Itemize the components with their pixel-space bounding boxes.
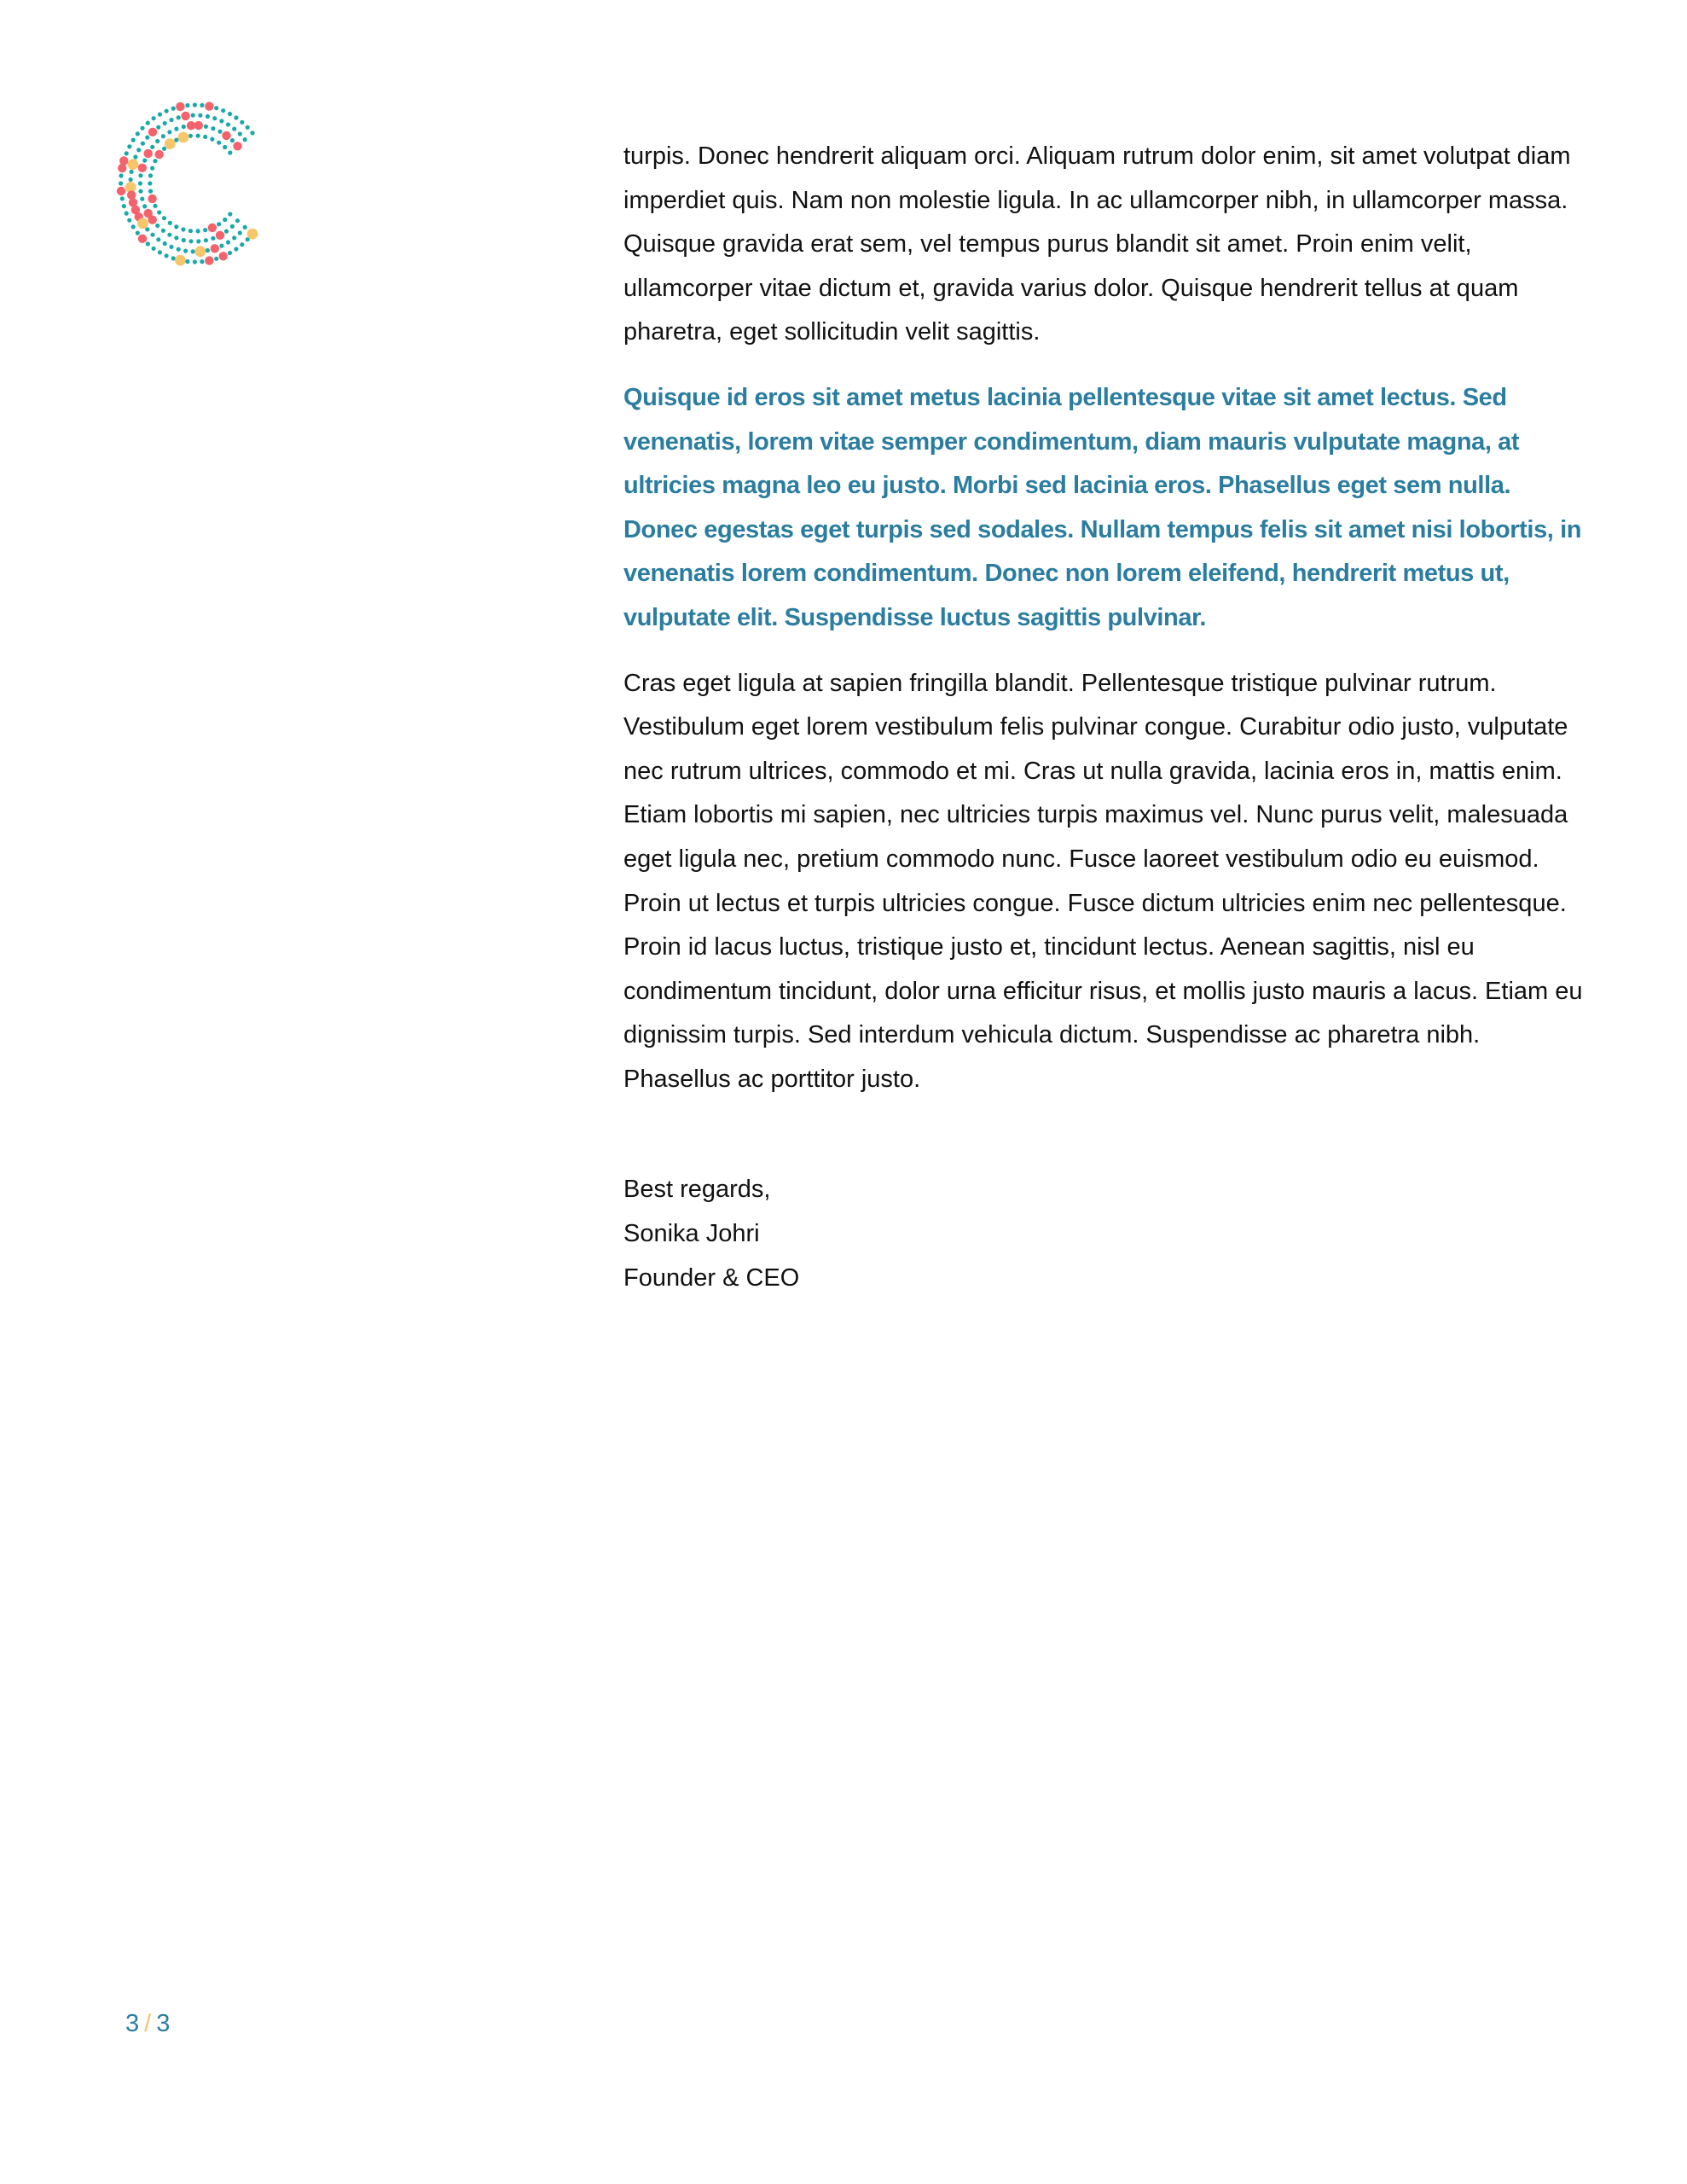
logo-dot [131,224,136,229]
logo-dot [181,112,189,120]
logo-dot [228,251,232,255]
logo-dot [144,149,153,158]
logo-dot [205,102,213,110]
logo-dot [128,159,139,170]
logo-dot [222,131,230,140]
body-paragraph-1: turpis. Donec hendrerit aliquam orci. Aliquam rutrum dolor enim, sit amet volutpat diam imperdiet quis. Nam non molestie ligula. In ac ullamcorper nibh, in ullamcorper massa. Quisque gravida erat sem, vel tempus purus blandit sit amet. Proin enim velit, ullamcorper vitae dictum et, gravida varius dolor. Quisque hendrerit tellus at quam pharetra, eget sollicitudin velit sagittis. [623,142,1571,346]
logo-dot [152,116,156,120]
logo-dot [198,113,202,118]
logo-dot [119,156,128,165]
logo-dot [235,218,240,223]
logo-dot [185,103,189,107]
signature-block [623,1168,1587,1300]
logo-dot [200,259,204,264]
logo-dot [138,173,142,177]
logo-dot [212,116,217,120]
page-number [125,2007,170,2041]
logo-dot [204,125,208,129]
logo-dot [140,197,144,201]
logo-dot [182,238,186,242]
logo-dot [211,236,215,241]
logo-dot [181,227,185,231]
logo-dot [219,244,223,248]
logo-dot [148,189,153,194]
logo-dot [169,245,173,249]
logo-dot [125,151,129,155]
logo-dot [193,102,197,107]
logo-dot [158,113,162,117]
logo-dot [136,131,140,136]
logo-dot [158,250,162,254]
logo-dot [224,229,229,234]
logo-dot [145,227,149,231]
logo-dot [223,145,227,149]
logo-dot [219,119,223,123]
logo-dot [133,154,137,159]
logo-dot [146,121,150,125]
page-separator: / [144,2010,152,2037]
logo-dot [141,142,145,146]
logo-dot [196,229,200,233]
logo-dot [148,128,157,136]
logo-dot [174,224,178,229]
logo-dot [127,144,131,148]
logo-dot [125,212,129,216]
logo-dot [226,240,230,244]
logo-dot [152,247,156,251]
logo-dot [122,204,126,208]
logo-dot [156,237,160,241]
logo-dot [204,238,208,242]
logo-dot [243,225,247,229]
logo-dot [234,115,238,119]
logo-dot [182,125,186,129]
logo-dot [148,181,152,185]
logo-dot [171,107,176,111]
logo-dot [146,241,150,246]
logo-dot [176,102,184,111]
logo-dot [243,137,247,142]
logo-dot [118,164,126,172]
logo-dot [232,127,236,131]
logo-dot [165,253,169,258]
logo-dot [205,256,213,264]
highlighted-paragraph: Quisque id eros sit amet metus lacinia pellentesque vitae sit amet lectus. Sed venenatis, lorem vitae semper condimentum, diam mauris vulputate magna, at ultricies magna leo eu justo. Morbi sed lacinia eros. Phasellus eget sem nulla. Donec egestas eget turpis sed sodales. Nullam tempus felis sit amet nisi lobortis, in venenatis lorem condimentum. Donec non lorem eleifend, hendrerit metus ut, vulputate elit. Suspendisse luctus sagittis pulvinar. [623,383,1582,631]
logo-dot [183,249,188,253]
logo-dot [230,224,235,229]
logo-dot [228,150,232,154]
logo-dot [214,106,218,110]
logo-dot [162,216,166,220]
logo-dot [150,233,154,237]
logo-dot [157,210,161,214]
logo-dot [138,164,147,172]
logo-dot [140,126,144,131]
logo-dot [240,242,244,247]
logo-dot [168,221,172,225]
logo-dot [217,222,221,226]
logo-dot [137,218,148,229]
logo-dot [148,195,156,203]
logo-dot [177,115,181,119]
logo-dot [206,248,210,253]
logo-dot [228,212,232,216]
logo-dot [174,235,178,240]
logo-dot [221,108,225,113]
logo-dot [195,246,206,257]
logo-dot [175,255,186,266]
logo-dot [162,147,166,151]
logo-dot [142,159,147,163]
logo-dot [211,244,219,253]
logo-dot [178,132,189,143]
logo-dot [119,181,123,185]
logo-dot [196,239,200,243]
logo-dot [223,218,227,222]
logo-dot [163,241,167,246]
logo-dot [232,235,236,240]
logo-dot [142,204,147,208]
logo-dot [214,257,218,261]
logo-dot [153,159,157,163]
logo-dot [203,135,207,139]
logo-dot [138,189,142,194]
logo-dot [129,177,133,182]
logo-dot [148,173,153,177]
logo-dot [130,170,134,174]
logo-dot [191,113,195,118]
logo-dot [234,247,238,251]
logo-dot [233,142,241,150]
logo-dot [196,134,200,138]
logo-dot [208,224,217,232]
logo-dot [145,136,149,140]
logo-dot [210,137,214,142]
logo-dot [187,121,195,130]
closing-text: Best regards, [623,1176,771,1204]
logo-dot [120,196,125,200]
logo-dot [131,138,136,142]
logo-dot [193,259,197,264]
logo-dot [238,131,242,136]
logo-dot [211,126,215,131]
logo-dot [246,125,250,130]
logo-dot [155,150,164,159]
logo-dot [167,233,171,237]
logo-dot [119,173,123,177]
logo-dot [228,112,232,116]
logo-dot [191,249,195,253]
logo-dot [138,235,147,243]
logo-dot [217,141,221,145]
logo-dot [247,229,258,240]
logo-dot [138,181,142,185]
logo-dot [177,247,181,252]
logo-dot [206,114,210,119]
logo-dot [165,109,169,113]
signer-name: Sonika Johri [623,1220,760,1248]
logo-dot [117,187,125,195]
logo-dot [165,138,176,149]
logo-dot [174,127,178,131]
company-logo-icon [114,94,276,273]
logo-dot [185,259,189,264]
logo-dot [155,139,159,143]
logo-dot [169,118,173,122]
logo-dot [150,145,154,149]
logo-dot [167,130,171,134]
logo-dot [163,121,167,125]
logo-dot [136,231,140,235]
logo-dot [148,216,157,224]
logo-dot [188,134,193,138]
logo-dot [161,229,165,233]
logo-dot [156,125,160,130]
logo-dot [127,218,131,223]
logo-dot [150,166,154,171]
logo-dot [127,190,136,199]
logo-dot [188,239,193,243]
signer-title: Founder & CEO [623,1263,800,1292]
logo-dot [217,130,222,134]
letter-body [623,135,1587,1300]
page-total: 3 [156,2010,171,2037]
logo-dot [200,103,204,107]
logo-dot [153,204,157,208]
logo-dot [188,229,193,233]
logo-dot [203,228,207,232]
logo-dot [226,122,230,126]
logo-dot [155,224,159,228]
logo-dot [216,231,224,240]
logo-dot [240,120,244,125]
logo-dot [161,134,165,138]
logo-dot [250,131,254,135]
logo-dot [230,138,235,142]
logo-dot [238,230,242,235]
logo-dot [219,252,228,260]
page-current: 3 [125,2010,140,2037]
logo-dot [136,148,141,152]
body-paragraph-3: Cras eget ligula at sapien fringilla blandit. Pellentesque tristique pulvinar rutrum. Vestibulum eget lorem vestibulum felis pulvinar congue. Curabitur odio justo, vulputate nec rutrum ultrices, commodo et mi. Cras ut nulla gravida, lacinia eros in, mattis enim. Etiam lobortis mi sapien, nec ultricies turpis maximus vel. Nunc purus velit, malesuada eget ligula nec, pretium commodo nunc. Fusce laoreet vestibulum odio eu euismod. Proin ut lectus et turpis ultricies congue. Fusce dictum ultricies enim nec pellentesque. Proin id lacus luctus, tristique justo et, tincidunt lectus. Aenean sagittis, nisl eu condimentum tincidunt, dolor urna efficitur risus, et mollis justo mauris a lacus. Etiam eu dignissim turpis. Sed interdum vehicula dictum. Suspendisse ac pharetra nibh. Phasellus ac porttitor justo. [623,669,1583,1093]
